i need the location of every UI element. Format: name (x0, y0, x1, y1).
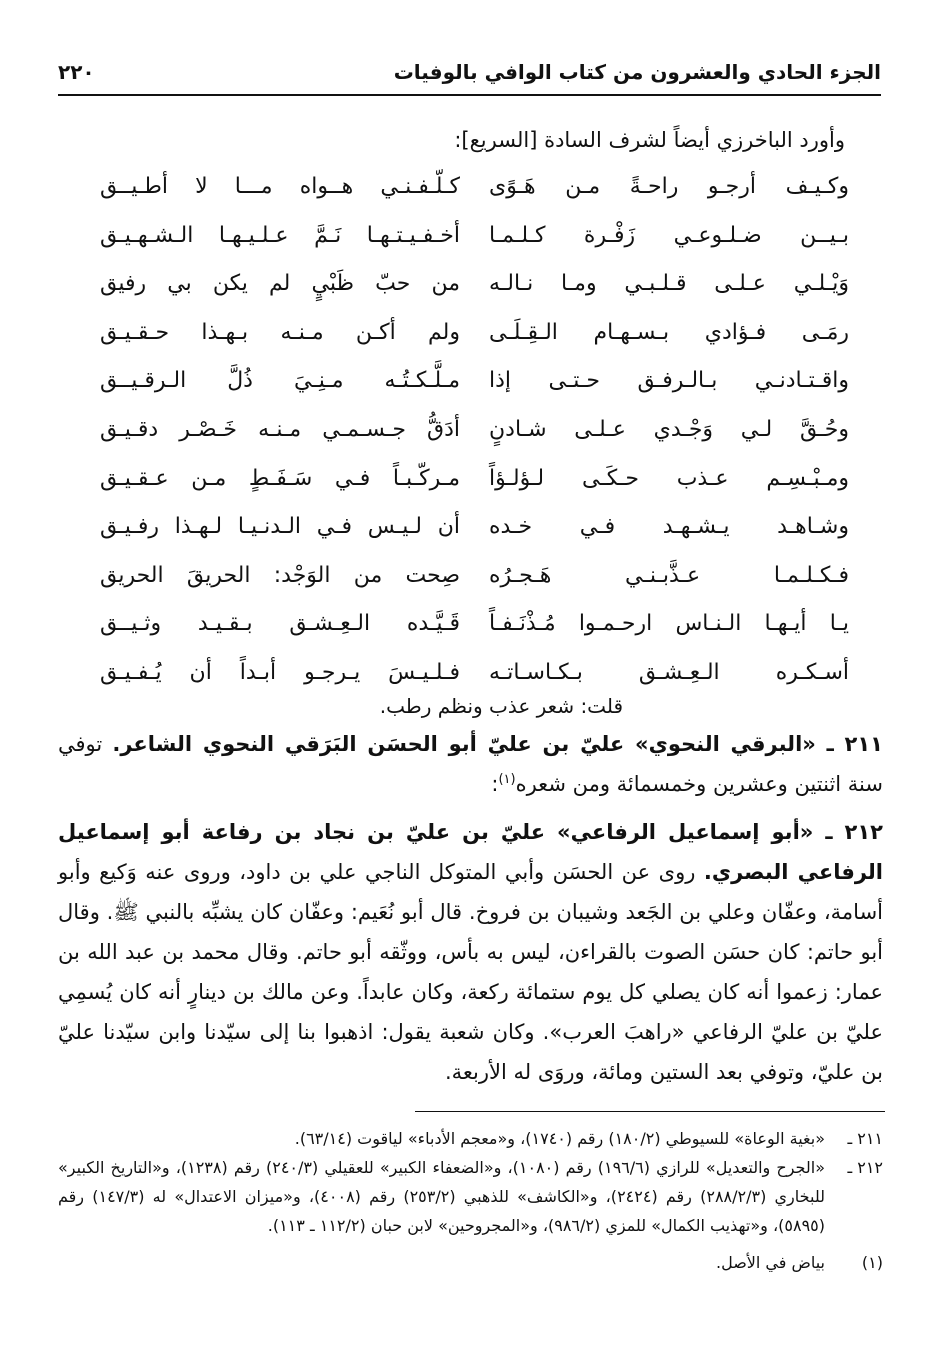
footnote-number: (١) (861, 1253, 883, 1272)
verse-second-hemistich: ولم أكـن مـنـه بـهـذا حـقـيـق (100, 319, 460, 345)
verse-second-hemistich: أخـفـيـتـهـا نَـمَّ عـلـيـهـا الـشـهـيـق (100, 222, 460, 248)
verse-line (100, 417, 849, 466)
verse-first-hemistich: يـا أيـهـا الـنـاس ارحـمـوا مُـذْنَـفـاً (489, 611, 849, 637)
verse-second-hemistich: فـلـيـسَ يـرجـو أبـداً أن يُـفـيـق (100, 659, 460, 685)
verse-second-hemistich: كـلّـفـنـي هــواه مـــا لا أطـيــق (100, 174, 460, 199)
verse-line (100, 466, 849, 515)
verse-line (100, 271, 849, 320)
verse-second-hemistich: مـلَّـكـتُـه مـنِـيَ ذُلَّ الـرقـيــق (100, 368, 460, 394)
footnote-reference: (١) (498, 772, 516, 787)
footnote-text: بياض في الأصل. (715, 1253, 825, 1272)
verse-line (100, 514, 849, 563)
entry-heading: ٢١٢ ـ «أبو إسماعيل الرفاعي» عليّ بن عليّ بن نجاد بن رفاعة أبو إسماعيل الرفاعي البصري. (58, 820, 883, 884)
footnote-number: ٢١٢ ـ (847, 1158, 883, 1177)
page-number: ٢٢٠ (58, 60, 95, 84)
verse-first-hemistich: وحُـقَّ لـي وَجْـدي عـلـى شـادنٍ (489, 416, 849, 442)
verse-line (100, 174, 849, 223)
footnote-text: «الجرح والتعديل» للرازي (١٩٦/٦) رقم (١٠٨٠)، و«الضعفاء الكبير» للعقيلي (٢٤٠/٣) رقم (١٢٣٨)، و«التاريخ الكبير» للبخاري (٢٨٨/٢/٣) رقم (٢٤٢٤)، و«الكاشف» للذهبي (٢٥٣/٢) رقم (٤٠٠٨)، و«ميزان الاعتدال» له (١٤٧/٣) رقم (٥٨٩٥)، و«تهذيب الكمال» للمزي (٩٨٦/٢)، و«المجروحين» لابن حبان (١١٢/٢ ـ ١١٣). (58, 1158, 825, 1235)
verse-first-hemistich: ومـبْـسِـم عـذب حـكَـى لـؤلـؤاً (489, 465, 849, 491)
verse-second-hemistich: من حبّ ظَبْيٍ لم يكن بي رفيق (100, 271, 460, 297)
verse-first-hemistich: واقـتـادنـي بـالـرفـق حـتـى إذا (489, 368, 849, 394)
editor-remark: قلت: شعر عذب ونظم رطب. (379, 694, 623, 718)
verse-first-hemistich: وَيْـلـي عـلـى قـلـبـي ومـا نـالـه (489, 271, 849, 297)
verse-first-hemistich: بـيــن ضـلـوعـي زَفْـرة كـلـمـا (489, 222, 849, 248)
footnote (58, 1124, 883, 1153)
biography-entry-211 (58, 726, 883, 802)
verse-second-hemistich: صِحت من الوَجْد: الحريقَ الحريق (100, 562, 460, 588)
page-header (58, 56, 881, 92)
entry-text: توفي سنة اثنتين وعشرين وخمسمائة ومن شعره (58, 732, 883, 796)
verse-line (100, 563, 849, 612)
entry-text-tail: : (491, 772, 499, 796)
footnote-text: «بغية الوعاة» للسيوطي (١٨٠/٢) رقم (١٧٤٠)، و«معجم الأدباء» لياقوت (٦٣/١٤). (294, 1129, 825, 1148)
verse-line (100, 611, 849, 660)
footnote (58, 1248, 883, 1277)
footnote (58, 1153, 883, 1240)
entry-text: روى عن الحسَن وأبي المتوكل الناجي علي بن داود، وروى عنه وَكيع وأبو أسامة، وعفّان وعلي بن الجَعد وشيبان بن فروخ. قال أبو نُعَيم: وعفّان كان يشبِّه بالنبي ﷺ. وقال أبو حاتم: كان حسَن الصوت بالقراءن، ليس به بأس، ووثّقه أبو حاتم. وقال محمد بن عبد الله بن عمار: زعموا أنه كان يصلي كل يوم ستمائة ركعة، وكان عابداً. وعن مالك بن دينارٍ أنه كان يُسمِي عليّ بن عليّ الرفاعي «راهبَ العرب». وكان شعبة يقول: اذهبوا بنا إلى سيّدنا وابن سيّدنا عليّ بن عليّ، وتوفي بعد الستين ومائة، وروَى له الأربعة. (58, 860, 883, 1084)
footnote-rule (415, 1111, 885, 1112)
poem (100, 174, 849, 709)
footnotes (58, 1124, 883, 1277)
verse-second-hemistich: أن لـيـس فـي الـدنـيـا لـهـذا رفـيـق (100, 514, 460, 540)
verse-line (100, 223, 849, 272)
poem-intro: وأورد الباخرزي أيضاً لشرف السادة [السريع]: (454, 128, 845, 152)
verse-second-hemistich: أدَقُّ جـسـمـي مـنـه خَـصْـر دقـيـق (100, 416, 460, 442)
verse-line (100, 368, 849, 417)
verse-first-hemistich: وكـيـف أرجـو راحـةً مـن هَـوًى (489, 174, 849, 199)
running-title: الجزء الحادي والعشرون من كتاب الوافي بالوفيات (393, 60, 881, 84)
verse-line (100, 320, 849, 369)
footnote-number: ٢١١ ـ (847, 1129, 883, 1148)
verse-first-hemistich: فـكـلـمـا عـذَّبـنـي هَـجـرُه (489, 562, 849, 588)
verse-second-hemistich: قَـيَّـده الـعِـشـق بـقـيـد وثـيــق (100, 611, 460, 637)
entry-heading: ٢١١ ـ «البرقي النحوي» عليّ بن عليّ أبو الحسَن البَرَقي النحوي الشاعر. (112, 732, 883, 756)
verse-first-hemistich: وشـاهـد يـشـهـد فـي خـده (489, 514, 849, 540)
biography-entry-212 (58, 812, 883, 1092)
header-rule (58, 94, 881, 96)
verse-second-hemistich: مـركّـبـاً فـي سَـفَـطٍ مـن عـقـيـق (100, 465, 460, 491)
verse-first-hemistich: رمَـى فـؤادي بـسـهـام الـقِـلَـى (489, 319, 849, 345)
verse-first-hemistich: أسـكـره الـعِـشـق بـكـاسـاتـه (489, 659, 849, 685)
